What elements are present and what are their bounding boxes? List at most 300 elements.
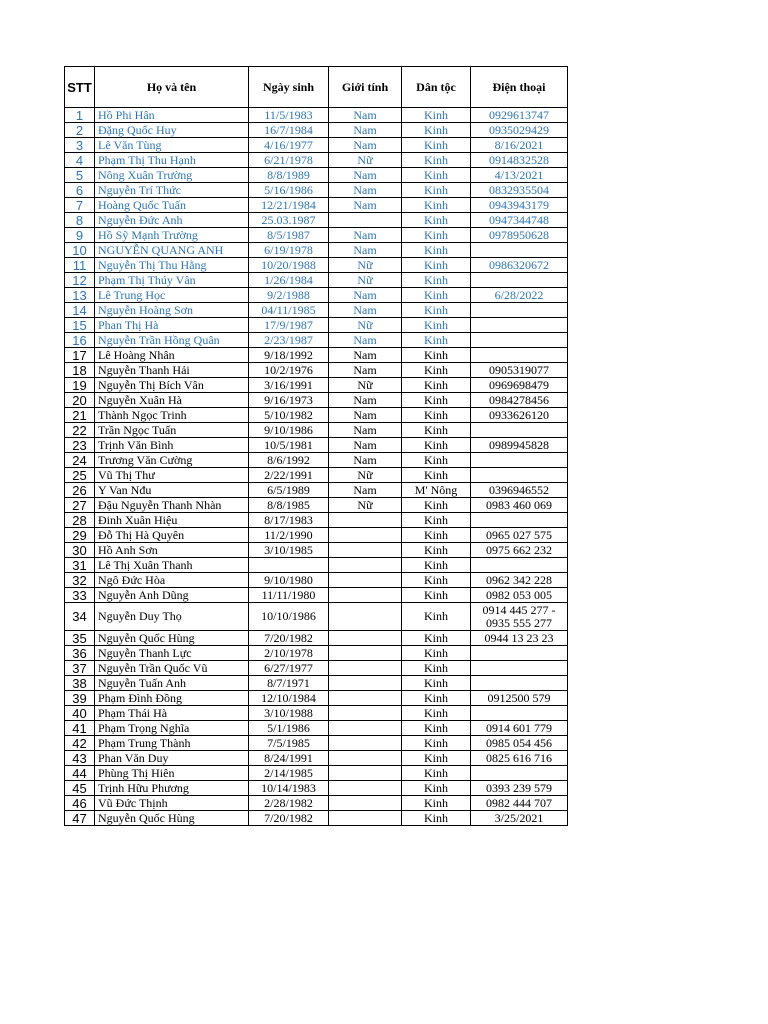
row-phone [471,646,568,661]
row-name: Phạm Thị Thúy Vân [95,273,249,288]
table-row [65,123,568,138]
row-phone: 0393 239 579 [471,781,568,796]
row-stt: 42 [65,736,95,751]
row-dob: 10/20/1988 [249,258,329,273]
row-name: Nguyễn Quốc Hùng [95,811,249,826]
row-dob: 10/2/1976 [249,363,329,378]
table-row [65,303,568,318]
row-phone: 0986320672 [471,258,568,273]
table-row [65,796,568,811]
row-ethnicity: Kinh [402,108,471,123]
row-name: Phùng Thị Hiên [95,766,249,781]
row-sex: Nam [329,438,402,453]
row-sex [329,528,402,543]
row-phone: 0825 616 716 [471,751,568,766]
table-row [65,781,568,796]
row-phone [471,676,568,691]
row-ethnicity: Kinh [402,631,471,646]
row-sex [329,721,402,736]
table-row [65,483,568,498]
row-dob: 10/14/1983 [249,781,329,796]
row-sex: Nam [329,288,402,303]
row-stt: 44 [65,766,95,781]
row-ethnicity: Kinh [402,123,471,138]
row-ethnicity: Kinh [402,153,471,168]
header-stt: STT [65,67,95,108]
table-row [65,273,568,288]
row-phone: 6/28/2022 [471,288,568,303]
row-dob: 1/26/1984 [249,273,329,288]
row-phone [471,423,568,438]
row-phone: 0912500 579 [471,691,568,706]
row-sex [329,513,402,528]
row-dob: 5/10/1982 [249,408,329,423]
row-name: Phạm Thị Thu Hạnh [95,153,249,168]
row-stt: 13 [65,288,95,303]
row-dob: 12/21/1984 [249,198,329,213]
row-ethnicity: Kinh [402,498,471,513]
row-name: Đinh Xuân Hiệu [95,513,249,528]
row-ethnicity: Kinh [402,288,471,303]
row-stt: 37 [65,661,95,676]
row-phone: 0965 027 575 [471,528,568,543]
row-phone: 0985 054 456 [471,736,568,751]
row-ethnicity: Kinh [402,168,471,183]
row-ethnicity: Kinh [402,138,471,153]
row-name: Y Van Nđu [95,483,249,498]
row-ethnicity: Kinh [402,676,471,691]
row-sex: Nữ [329,273,402,288]
row-sex [329,751,402,766]
row-ethnicity: Kinh [402,573,471,588]
row-stt: 20 [65,393,95,408]
row-dob: 3/16/1991 [249,378,329,393]
table-row [65,691,568,706]
row-ethnicity: Kinh [402,408,471,423]
row-ethnicity: Kinh [402,721,471,736]
table-row [65,108,568,123]
table-row [65,543,568,558]
row-phone [471,453,568,468]
row-dob: 9/18/1992 [249,348,329,363]
row-phone [471,303,568,318]
table-row [65,513,568,528]
row-dob: 11/11/1980 [249,588,329,603]
table-row [65,676,568,691]
row-dob: 2/14/1985 [249,766,329,781]
row-stt: 32 [65,573,95,588]
row-ethnicity: Kinh [402,528,471,543]
table-row [65,766,568,781]
row-dob: 10/10/1986 [249,603,329,631]
row-stt: 12 [65,273,95,288]
row-ethnicity: Kinh [402,213,471,228]
row-ethnicity: Kinh [402,423,471,438]
row-phone: 0975 662 232 [471,543,568,558]
table-row [65,811,568,826]
header-dob: Ngày sinh [249,67,329,108]
row-name: Nguyễn Thị Bích Vân [95,378,249,393]
row-phone: 0943943179 [471,198,568,213]
row-stt: 38 [65,676,95,691]
row-phone [471,243,568,258]
row-phone: 0982 053 005 [471,588,568,603]
row-name: Phan Thị Hà [95,318,249,333]
row-phone: 0396946552 [471,483,568,498]
row-sex: Nam [329,333,402,348]
table-row [65,378,568,393]
header-name: Họ và tên [95,67,249,108]
row-phone: 0914832528 [471,153,568,168]
table-row [65,213,568,228]
row-stt: 41 [65,721,95,736]
row-sex [329,588,402,603]
row-ethnicity: Kinh [402,348,471,363]
row-dob: 12/10/1984 [249,691,329,706]
row-stt: 43 [65,751,95,766]
row-sex: Nữ [329,498,402,513]
row-stt: 45 [65,781,95,796]
row-ethnicity: Kinh [402,811,471,826]
row-sex: Nam [329,168,402,183]
table-row [65,468,568,483]
row-dob: 6/27/1977 [249,661,329,676]
row-phone [471,706,568,721]
table-row [65,408,568,423]
row-name: Phạm Đình Đồng [95,691,249,706]
row-stt: 17 [65,348,95,363]
row-phone: 0978950628 [471,228,568,243]
row-ethnicity: Kinh [402,303,471,318]
row-sex: Nam [329,108,402,123]
row-dob: 6/19/1978 [249,243,329,258]
row-ethnicity: Kinh [402,318,471,333]
row-sex: Nữ [329,468,402,483]
row-stt: 26 [65,483,95,498]
row-dob: 7/5/1985 [249,736,329,751]
row-stt: 31 [65,558,95,573]
row-sex: Nữ [329,378,402,393]
row-sex [329,558,402,573]
row-ethnicity: Kinh [402,558,471,573]
row-stt: 14 [65,303,95,318]
table-row [65,288,568,303]
row-ethnicity: Kinh [402,513,471,528]
row-phone: 0914 601 779 [471,721,568,736]
row-sex: Nam [329,453,402,468]
row-ethnicity: Kinh [402,363,471,378]
row-sex: Nam [329,408,402,423]
table-row [65,588,568,603]
row-sex [329,766,402,781]
row-sex: Nam [329,123,402,138]
row-sex: Nam [329,228,402,243]
row-dob: 17/9/1987 [249,318,329,333]
row-name: Nguyễn Thanh Hải [95,363,249,378]
row-stt: 33 [65,588,95,603]
header-phone: Điện thoại [471,67,568,108]
row-ethnicity: Kinh [402,243,471,258]
row-ethnicity: Kinh [402,258,471,273]
row-name: Đặng Quốc Huy [95,123,249,138]
row-phone [471,468,568,483]
row-stt: 40 [65,706,95,721]
table-row [65,138,568,153]
row-stt: 46 [65,796,95,811]
row-sex: Nữ [329,318,402,333]
row-name: Nguyễn Tuấn Anh [95,676,249,691]
row-phone [471,766,568,781]
table-row [65,198,568,213]
row-name: Trịnh Hữu Phương [95,781,249,796]
row-dob: 8/6/1992 [249,453,329,468]
row-stt: 11 [65,258,95,273]
table-header [65,67,568,108]
row-sex [329,213,402,228]
row-sex: Nam [329,303,402,318]
row-dob: 6/21/1978 [249,153,329,168]
row-dob: 8/8/1989 [249,168,329,183]
table-row [65,573,568,588]
row-stt: 25 [65,468,95,483]
row-name: Nguyễn Thanh Lực [95,646,249,661]
row-stt: 1 [65,108,95,123]
table-row [65,153,568,168]
row-sex [329,691,402,706]
row-ethnicity: Kinh [402,438,471,453]
row-phone: 0982 444 707 [471,796,568,811]
row-sex [329,736,402,751]
row-ethnicity: M' Nông [402,483,471,498]
header-ethnicity: Dân tộc [402,67,471,108]
row-stt: 36 [65,646,95,661]
row-dob: 9/10/1986 [249,423,329,438]
row-ethnicity: Kinh [402,183,471,198]
row-sex: Nam [329,363,402,378]
row-phone: 0905319077 [471,363,568,378]
row-sex [329,706,402,721]
row-dob: 16/7/1984 [249,123,329,138]
row-ethnicity: Kinh [402,646,471,661]
row-phone [471,513,568,528]
row-name: Phan Văn Duy [95,751,249,766]
table-row [65,258,568,273]
row-ethnicity: Kinh [402,543,471,558]
row-stt: 23 [65,438,95,453]
row-name: Vũ Đức Thịnh [95,796,249,811]
row-ethnicity: Kinh [402,378,471,393]
row-name: Trương Văn Cường [95,453,249,468]
row-stt: 4 [65,153,95,168]
row-dob: 9/16/1973 [249,393,329,408]
row-name: Nguyễn Anh Dũng [95,588,249,603]
row-stt: 8 [65,213,95,228]
row-name: Nguyễn Trần Quốc Vũ [95,661,249,676]
row-phone: 4/13/2021 [471,168,568,183]
row-dob: 7/20/1982 [249,811,329,826]
row-ethnicity: Kinh [402,736,471,751]
row-dob: 3/10/1988 [249,706,329,721]
row-stt: 19 [65,378,95,393]
row-ethnicity: Kinh [402,706,471,721]
row-name: Lê Thị Xuân Thanh [95,558,249,573]
row-name: Nguyễn Duy Thọ [95,603,249,631]
row-name: Hồ Anh Sơn [95,543,249,558]
row-name: Nguyễn Hoàng Sơn [95,303,249,318]
row-ethnicity: Kinh [402,781,471,796]
row-stt: 22 [65,423,95,438]
row-dob: 04/11/1985 [249,303,329,318]
row-stt: 10 [65,243,95,258]
row-ethnicity: Kinh [402,198,471,213]
row-stt: 18 [65,363,95,378]
row-name: Nông Xuân Trường [95,168,249,183]
row-dob: 5/16/1986 [249,183,329,198]
row-phone [471,348,568,363]
row-phone: 0944 13 23 23 [471,631,568,646]
row-ethnicity: Kinh [402,588,471,603]
row-dob: 11/2/1990 [249,528,329,543]
row-ethnicity: Kinh [402,468,471,483]
table-row [65,646,568,661]
row-dob: 8/5/1987 [249,228,329,243]
table-body [65,108,568,826]
row-stt: 47 [65,811,95,826]
table-row [65,438,568,453]
row-name: Phạm Trung Thành [95,736,249,751]
row-phone: 0962 342 228 [471,573,568,588]
row-dob: 2/28/1982 [249,796,329,811]
row-name: Ngô Đức Hòa [95,573,249,588]
table-row [65,168,568,183]
row-stt: 5 [65,168,95,183]
row-sex [329,661,402,676]
row-phone: 0989945828 [471,438,568,453]
row-ethnicity: Kinh [402,751,471,766]
row-dob: 8/17/1983 [249,513,329,528]
row-phone: 0984278456 [471,393,568,408]
header-sex: Giới tính [329,67,402,108]
row-stt: 3 [65,138,95,153]
table-row [65,721,568,736]
row-dob: 8/8/1985 [249,498,329,513]
table-row [65,751,568,766]
row-phone [471,558,568,573]
row-phone: 3/25/2021 [471,811,568,826]
table-row [65,528,568,543]
row-ethnicity: Kinh [402,691,471,706]
row-phone [471,661,568,676]
table-row [65,183,568,198]
table-row [65,393,568,408]
table-row [65,453,568,468]
row-phone: 8/16/2021 [471,138,568,153]
table-row [65,243,568,258]
row-name: Đỗ Thị Hà Quyên [95,528,249,543]
row-sex: Nam [329,183,402,198]
row-name: Phạm Thái Hà [95,706,249,721]
row-stt: 39 [65,691,95,706]
table-row [65,558,568,573]
row-stt: 28 [65,513,95,528]
table-row [65,736,568,751]
row-phone: 0914 445 277 - 0935 555 277 [471,603,568,631]
row-dob: 2/22/1991 [249,468,329,483]
row-sex [329,796,402,811]
row-sex [329,781,402,796]
row-name: Nguyễn Quốc Hùng [95,631,249,646]
row-dob: 10/5/1981 [249,438,329,453]
row-sex: Nam [329,138,402,153]
table-row [65,706,568,721]
row-ethnicity: Kinh [402,796,471,811]
table-row [65,423,568,438]
row-sex [329,676,402,691]
row-stt: 6 [65,183,95,198]
row-phone [471,333,568,348]
row-name: Nguyễn Trí Thức [95,183,249,198]
row-sex: Nữ [329,153,402,168]
table-row [65,631,568,646]
row-stt: 2 [65,123,95,138]
row-phone: 0935029429 [471,123,568,138]
row-dob: 7/20/1982 [249,631,329,646]
table-row [65,603,568,631]
row-sex: Nam [329,348,402,363]
row-name: Nguyễn Đức Anh [95,213,249,228]
row-name: Vũ Thị Thư [95,468,249,483]
row-sex: Nam [329,243,402,258]
row-stt: 9 [65,228,95,243]
row-phone: 0832935504 [471,183,568,198]
table-row [65,348,568,363]
row-ethnicity: Kinh [402,228,471,243]
row-dob: 9/10/1980 [249,573,329,588]
row-dob: 25.03.1987 [249,213,329,228]
row-sex: Nữ [329,258,402,273]
row-phone [471,273,568,288]
row-name: Đậu Nguyễn Thanh Nhàn [95,498,249,513]
row-stt: 16 [65,333,95,348]
row-stt: 35 [65,631,95,646]
table-row [65,333,568,348]
row-phone: 0969698479 [471,378,568,393]
row-stt: 21 [65,408,95,423]
row-ethnicity: Kinh [402,333,471,348]
row-name: Phạm Trọng Nghĩa [95,721,249,736]
row-stt: 7 [65,198,95,213]
row-sex [329,543,402,558]
row-dob [249,558,329,573]
row-ethnicity: Kinh [402,453,471,468]
row-dob: 3/10/1985 [249,543,329,558]
row-name: NGUYỄN QUANG ANH [95,243,249,258]
table-row [65,228,568,243]
row-phone: 0983 460 069 [471,498,568,513]
row-name: Nguyễn Thị Thu Hằng [95,258,249,273]
row-dob: 2/10/1978 [249,646,329,661]
row-name: Trần Ngọc Tuấn [95,423,249,438]
staff-table [64,66,568,826]
row-name: Lê Hoàng Nhân [95,348,249,363]
row-dob: 9/2/1988 [249,288,329,303]
row-dob: 11/5/1983 [249,108,329,123]
row-ethnicity: Kinh [402,273,471,288]
row-dob: 2/23/1987 [249,333,329,348]
row-name: Lê Văn Tùng [95,138,249,153]
row-sex [329,573,402,588]
row-stt: 27 [65,498,95,513]
